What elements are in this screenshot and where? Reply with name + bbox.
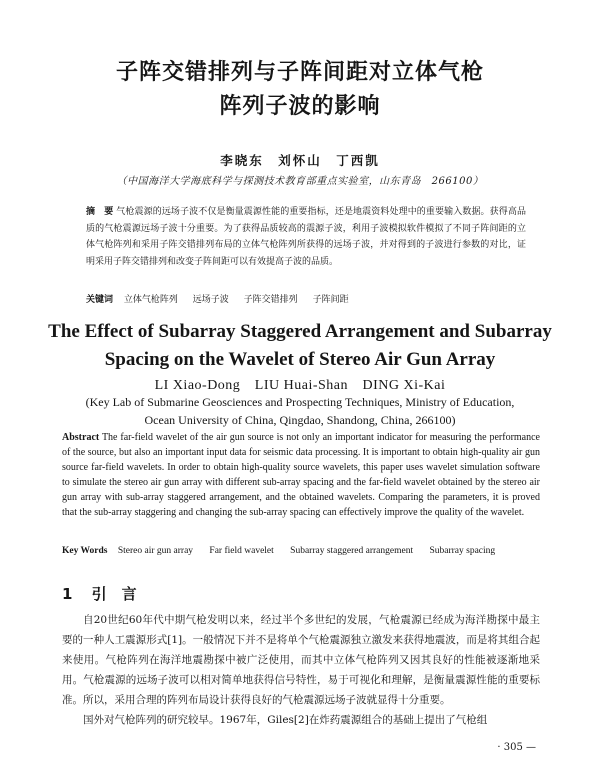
english-abstract-text: The far-field wavelet of the air gun source is not only an important indicator for measuring the performance of the source, but also an important input data for seismic data processing. It is important to obtain high-quality air gun source far-field wavelets. In order to obtain high-quality source wavelets, this paper uses wavelet simulation software to simulate the stereo air gun array with different sub-array spacing and the far-field wavelet obtained by the stereo air gun array with sub-array staggered arrangement, and the obtained wavelets. Comparing the parameters, it is proved that the sub-array staggering and changing the sub-array spacing can effectively improve the quality of the wavelet.	[62, 432, 540, 518]
section-title: 引 言	[91, 585, 137, 603]
english-affiliation-line1: (Key Lab of Submarine Geosciences and Prospecting Techniques, Ministry of Education,	[85, 395, 515, 409]
english-keywords	[62, 546, 540, 556]
english-keywords-label: Key Words	[62, 546, 108, 556]
chinese-keywords	[86, 292, 526, 305]
body-text	[62, 610, 540, 730]
english-authors: LI Xiao-Dong LIU Huai-Shan DING Xi-Kai	[154, 378, 446, 393]
english-title-line1: The Effect of Subarray Staggered Arrangement and Subarray	[48, 321, 552, 342]
english-keyword: Far field wavelet	[209, 546, 274, 556]
section-number: 1	[62, 585, 73, 603]
chinese-title	[40, 56, 560, 124]
chinese-abstract	[86, 204, 526, 270]
section-heading	[62, 583, 137, 604]
chinese-affiliation: （中国海洋大学海底科学与探测技术教育部重点实验室，山东青岛 266100）	[116, 176, 484, 187]
body-paragraph: 国外对气枪阵列的研究较早。1967年，Giles[2]在炸药震源组合的基础上提出了气枪组	[83, 714, 488, 726]
english-affiliation-line2: Ocean University of China, Qingdao, Shandong, China, 266100)	[144, 413, 456, 427]
chinese-keyword: 子阵交错排列	[243, 295, 298, 305]
body-paragraph: 自20世纪60年代中期气枪发明以来，经过半个多世纪的发展，气枪震源已经成为海洋勘探中最主要的一种人工震源形式[1]。一般情况下并不是将单个气枪震源独立激发来获得地震波，而是将其组合起来使用。气枪阵列在海洋地震勘探中被广泛使用，而其中立体气枪阵列又因其良好的性能被逐渐地采用。气枪震源的远场子波可以相对简单地获得信号特性，易于可视化和理解，是衡量震源性能的重要标准。所以，采用合理的阵列布局设计获得良好的气枪震源远场子波就显得十分重要。	[62, 614, 540, 706]
english-abstract	[62, 430, 540, 520]
english-title	[40, 318, 560, 374]
chinese-keyword: 立体气枪阵列	[123, 295, 178, 305]
chinese-title-line2: 阵列子波的影响	[219, 94, 381, 119]
chinese-abstract-text: 气枪震源的远场子波不仅是衡量震源性能的重要指标，还是地震资料处理中的重要输入数据。获得高品质的气枪震源远场子波十分重要。为了获得品质较高的震源子波，利用子波模拟软件模拟了不同子阵间距的立体气枪阵列和采用子阵交错排列布局的立体气枪阵列所获得的远场子波，并对得到的子波进行参数的对比，证明采用子阵交错排列和改变子阵间距可以有效提高子波的品质。	[86, 207, 526, 267]
english-keyword: Subarray spacing	[429, 546, 496, 556]
english-keyword: Stereo air gun array	[117, 546, 194, 556]
page-number: · 305 —	[497, 742, 536, 753]
chinese-abstract-label: 摘 要	[86, 207, 114, 217]
chinese-keyword: 远场子波	[192, 295, 229, 305]
english-affiliation	[60, 393, 540, 429]
english-title-line2: Spacing on the Wavelet of Stereo Air Gun Array	[104, 349, 496, 370]
chinese-title-line1: 子阵交错排列与子阵间距对立体气枪	[115, 60, 484, 85]
english-keyword: Subarray staggered arrangement	[290, 546, 414, 556]
chinese-keywords-label: 关键词	[86, 295, 114, 305]
chinese-keyword: 子阵间距	[312, 295, 349, 305]
english-abstract-label: Abstract	[62, 432, 100, 443]
chinese-authors: 李晓东 刘怀山 丁西凯	[220, 153, 380, 168]
